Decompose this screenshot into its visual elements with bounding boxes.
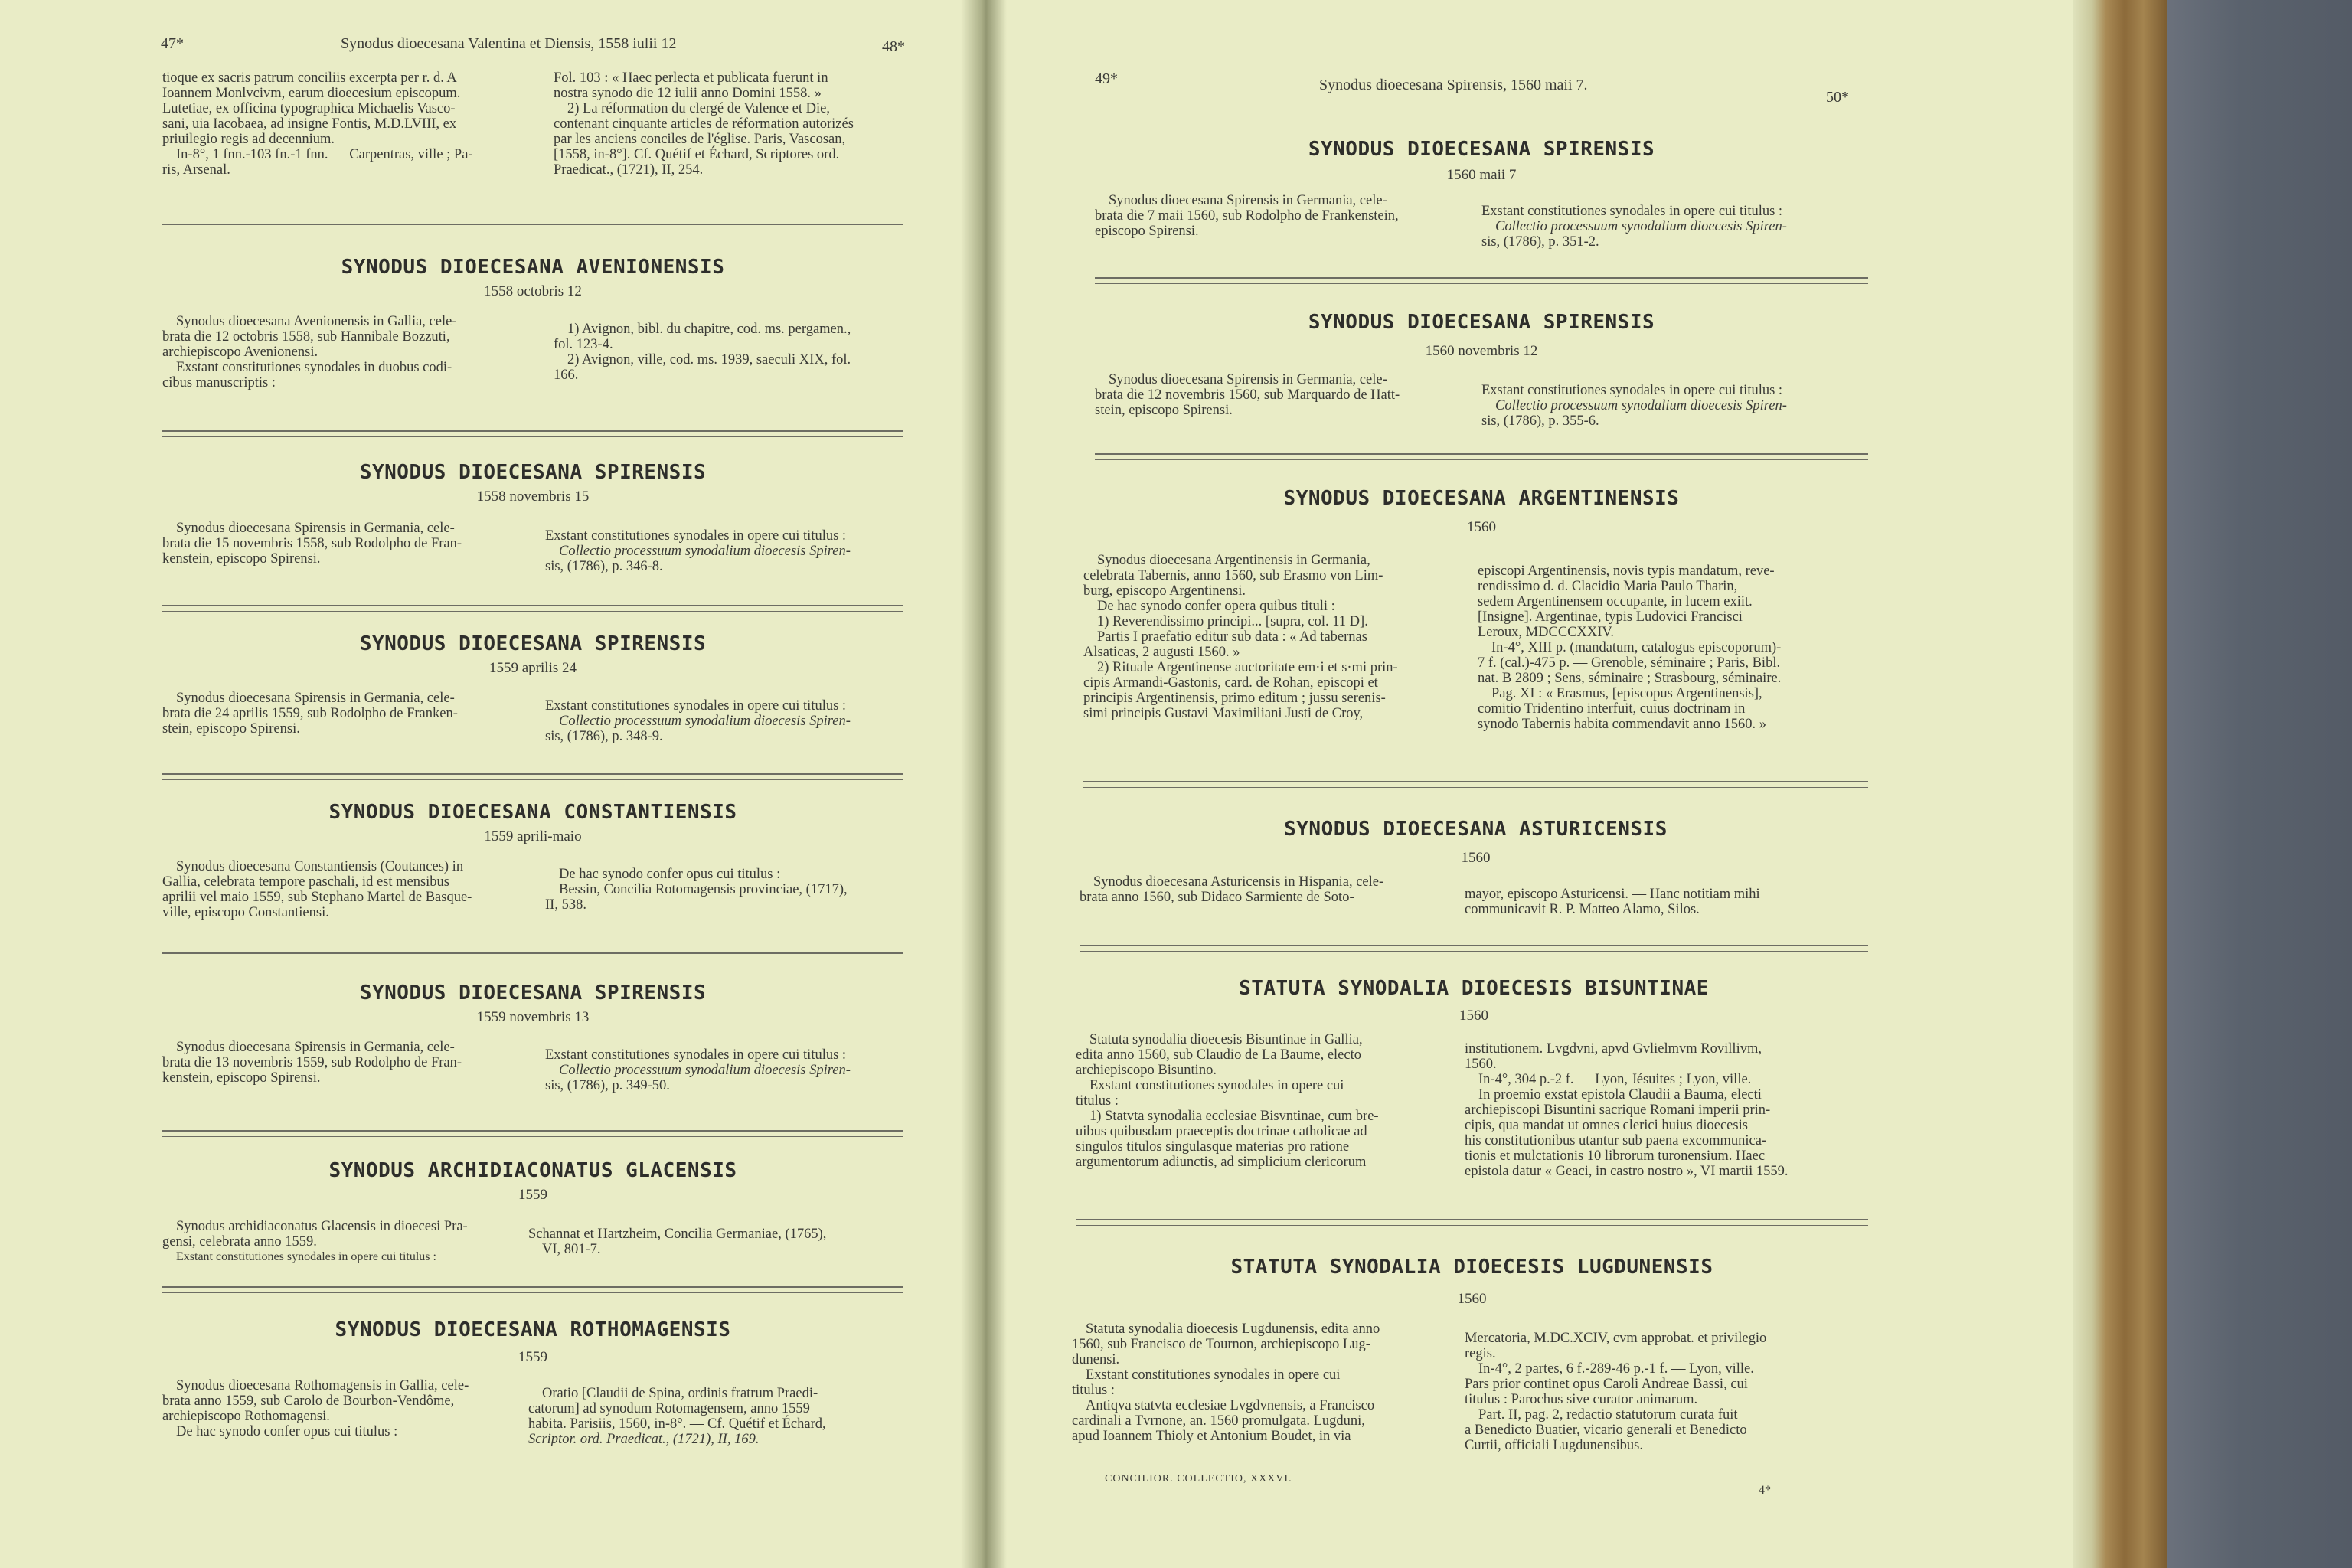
text-column <box>1095 193 1462 239</box>
text-line: sedem Argentinensem occupante, in lucem exiit. <box>1478 594 1753 609</box>
section-date: 1560 <box>1461 850 1491 866</box>
text-line: 2) Rituale Argentinense auctoritate em·i et s·mi prin- <box>1097 660 1398 675</box>
section-divider <box>162 224 903 230</box>
section-title: SYNODUS DIOECESANA ROTHOMAGENSIS <box>335 1318 731 1341</box>
text-column <box>162 691 528 737</box>
section-divider <box>162 605 903 612</box>
text-line: celebrata Tabernis, anno 1560, sub Erasmo von Lim- <box>1083 568 1383 583</box>
page-edges <box>2073 0 2167 1568</box>
text-column <box>162 1219 528 1265</box>
text-line: In-4°, 304 p.-2 f. — Lyon, Jésuites ; Lyon, ville. <box>1478 1072 1752 1087</box>
section-title: SYNODUS DIOECESANA SPIRENSIS <box>1308 138 1655 161</box>
text-line: Synodus dioecesana Spirensis in Germania, cele- <box>176 1040 455 1055</box>
text-line: nat. B 2809 ; Sens, séminaire ; Strasbourg, séminaire. <box>1478 671 1782 686</box>
text-line: sis, (1786), p. 349-50. <box>545 1078 670 1093</box>
text-line: brata die 24 aprilis 1559, sub Rodolpho de Franken- <box>162 706 458 721</box>
section-date: 1558 novembris 15 <box>476 488 590 505</box>
text-column <box>545 698 903 744</box>
text-line: Exstant constitutiones synodales in opere cui titulus : <box>176 1250 436 1263</box>
left-page <box>0 0 961 1568</box>
text-line: ville, episcopo Constantiensi. <box>162 905 329 920</box>
text-line: Statuta synodalia dioecesis Lugdunensis, edita anno <box>1086 1321 1380 1337</box>
text-line: habita. Parisiis, 1560, in-8°. — Cf. Quétif et Échard, <box>528 1416 826 1432</box>
section-divider <box>1083 781 1868 788</box>
text-line: simi principis Gustavi Maximiliani Justi de Croy, <box>1083 706 1364 721</box>
text-line: [Insigne]. Argentinae, typis Ludovici Francisci <box>1478 609 1743 625</box>
text-line: Collectio processuum synodalium dioecesis Spiren- <box>559 714 851 729</box>
text-line: In-4°, XIII p. (mandatum, catalogus episcoporum)- <box>1491 640 1782 655</box>
text-line: II, 538. <box>545 897 586 913</box>
text-line: sis, (1786), p. 351-2. <box>1481 234 1599 250</box>
text-column <box>528 1386 903 1447</box>
text-line: mayor, episcopo Asturicensi. — Hanc notitiam mihi <box>1465 887 1760 902</box>
text-line: 2) La réformation du clergé de Valence et Die, <box>567 101 830 116</box>
text-line: Pars prior continet opus Caroli Andreae Bassi, cui <box>1465 1377 1748 1392</box>
text-line: 166. <box>554 368 579 383</box>
text-line: stein, episcopo Spirensi. <box>162 721 300 737</box>
section-title: STATUTA SYNODALIA DIOECESIS BISUNTINAE <box>1239 977 1709 1000</box>
text-column <box>1478 564 1864 732</box>
text-column <box>1465 1331 1867 1453</box>
text-column <box>1072 1321 1459 1444</box>
text-line: singulos titulos singulasque materias pro ratione <box>1076 1139 1350 1155</box>
text-line: brata die 7 maii 1560, sub Rodolpho de Frankenstein, <box>1095 208 1399 224</box>
text-line: Antiqva statvta ecclesiae Lvgdvnensis, a Francisco <box>1086 1398 1375 1413</box>
text-line: tioque ex sacris patrum conciliis excerpta per r. d. A <box>162 70 457 86</box>
text-line: synodo Tabernis habita commendavit anno 1560. » <box>1478 717 1767 732</box>
text-line: Collectio processuum synodalium dioecesis Spiren- <box>1495 398 1787 413</box>
text-line: kenstein, episcopo Spirensi. <box>162 551 321 567</box>
running-head: Synodus dioecesana Valentina et Diensis, 1558 iulii 12 <box>341 35 677 52</box>
text-line: catorum] ad synodum Rotomagensem, anno 1559 <box>528 1401 810 1416</box>
text-line: Exstant constitutiones synodales in opere cui titulus : <box>545 698 847 714</box>
text-line: Synodus dioecesana Spirensis in Germania, cele- <box>176 521 455 536</box>
text-line: episcopo Spirensi. <box>1095 224 1199 239</box>
page-number: 47* <box>161 35 184 52</box>
text-line: sani, uia Iacobaea, ad insigne Fontis, M.D.LVIII, ex <box>162 116 457 132</box>
text-column <box>1481 383 1868 429</box>
text-line: Exstant constitutiones synodales in opere cui titulus : <box>1481 204 1783 219</box>
text-line: regis. <box>1465 1346 1496 1361</box>
text-line: 1560. <box>1465 1057 1497 1072</box>
text-line: archiepiscopo Avenionensi. <box>162 345 318 360</box>
text-line: Alsaticas, 2 augusti 1560. » <box>1083 645 1240 660</box>
text-line: burg, episcopo Argentinensi. <box>1083 583 1246 599</box>
section-date: 1559 <box>518 1349 547 1365</box>
text-line: principis Argentinensis, primo editum ; jussu serenis- <box>1083 691 1386 706</box>
section-title: SYNODUS DIOECESANA ASTURICENSIS <box>1284 818 1668 841</box>
text-line: titulus : Parochus sive curator animarum. <box>1465 1392 1698 1407</box>
text-column <box>545 528 903 574</box>
text-line: Pag. XI : « Erasmus, [episcopus Argentinensis], <box>1491 686 1762 701</box>
text-line: archiepiscopo Rothomagensi. <box>162 1409 330 1424</box>
text-line: cardinali a Tvrnone, an. 1560 promulgata. Lugduni, <box>1072 1413 1365 1429</box>
text-line: In-4°, 2 partes, 6 f.-289-46 p.-1 f. — Lyon, ville. <box>1478 1361 1754 1377</box>
text-line: stein, episcopo Spirensi. <box>1095 403 1233 418</box>
text-line: his constitutionibus utantur sub paena excommunica- <box>1465 1133 1767 1148</box>
text-line: brata die 13 novembris 1559, sub Rodolpho de Fran- <box>162 1055 462 1070</box>
text-column <box>1465 1041 1867 1179</box>
text-line: archiepiscopi Bisuntini sacrique Romani imperii prin- <box>1465 1102 1771 1118</box>
text-line: VI, 801-7. <box>542 1242 601 1257</box>
section-title: SYNODUS DIOECESANA SPIRENSIS <box>1308 311 1655 334</box>
text-line: Synodus archidiaconatus Glacensis in dioecesi Pra- <box>176 1219 468 1234</box>
text-line: Partis I praefatio editur sub data : « Ad tabernas <box>1097 629 1367 645</box>
text-line: dunensi. <box>1072 1352 1120 1367</box>
text-column <box>162 1378 528 1439</box>
text-line: sis, (1786), p. 346-8. <box>545 559 663 574</box>
section-title: SYNODUS DIOECESANA SPIRENSIS <box>359 982 707 1004</box>
text-line: Synodus dioecesana Asturicensis in Hispania, cele- <box>1093 874 1384 890</box>
text-column <box>554 70 903 178</box>
text-column <box>545 867 903 913</box>
text-column <box>162 859 528 920</box>
text-line: Synodus dioecesana Argentinensis in Germania, <box>1097 553 1370 568</box>
text-line: 7 f. (cal.)-475 p. — Grenoble, séminaire ; Paris, Bibl. <box>1478 655 1781 671</box>
section-divider <box>162 773 903 780</box>
text-line: Bessin, Concilia Rotomagensis provinciae, (1717), <box>559 882 848 897</box>
text-line: De hac synodo confer opus cui titulus : <box>559 867 781 882</box>
text-line: brata die 12 novembris 1560, sub Marquardo de Hatt- <box>1095 387 1400 403</box>
text-line: cibus manuscriptis : <box>162 375 276 390</box>
text-line: a Benedicto Buatier, vicario generali et Benedicto <box>1465 1423 1747 1438</box>
text-column <box>1465 887 1867 917</box>
text-line: priuilegio regis ad decennium. <box>162 132 335 147</box>
text-line: kenstein, episcopo Spirensi. <box>162 1070 321 1086</box>
text-line: Synodus dioecesana Spirensis in Germania, cele- <box>176 691 455 706</box>
text-line: uibus quibusdam praeceptis doctrinae catholicae ad <box>1076 1124 1367 1139</box>
section-divider <box>1080 945 1868 952</box>
section-date: 1560 <box>1467 519 1496 535</box>
text-line: Synodus dioecesana Avenionensis in Gallia, cele- <box>176 314 457 329</box>
section-date: 1560 <box>1459 1008 1488 1024</box>
text-line: titulus : <box>1072 1383 1116 1398</box>
section-title: STATUTA SYNODALIA DIOECESIS LUGDUNENSIS <box>1230 1256 1713 1279</box>
text-line: De hac synodo confer opus cui titulus : <box>176 1424 398 1439</box>
text-line: Scriptor. ord. Praedicat., (1721), II, 169. <box>528 1432 760 1447</box>
text-column <box>162 521 528 567</box>
section-title: SYNODUS DIOECESANA ARGENTINENSIS <box>1283 487 1680 510</box>
text-line: Praedicat., (1721), II, 254. <box>554 162 704 178</box>
text-line: brata die 12 octobris 1558, sub Hannibale Bozzuti, <box>162 329 450 345</box>
text-line: In proemio exstat epistola Claudii a Bauma, electi <box>1478 1087 1762 1102</box>
page-footer: CONCILIOR. COLLECTIO, XXXVI. <box>1105 1473 1292 1485</box>
text-line: Exstant constitutiones synodales in opere cui <box>1086 1367 1341 1383</box>
section-divider <box>1095 277 1868 284</box>
text-line: Gallia, celebrata tempore paschali, id est mensibus <box>162 874 450 890</box>
text-line: brata die 15 novembris 1558, sub Rodolpho de Fran- <box>162 536 462 551</box>
text-line: Curtii, officiali Lugdunensibus. <box>1465 1438 1643 1453</box>
text-line: tionis et mulctationis 10 librorum turonensium. Haec <box>1465 1148 1766 1164</box>
section-divider <box>1076 1219 1868 1226</box>
book-gutter <box>961 0 1007 1568</box>
text-line: Leroux, MDCCCXXIV. <box>1478 625 1614 640</box>
text-line: 1) Avignon, bibl. du chapitre, cod. ms. pergamen., <box>567 322 851 337</box>
text-line: Exstant constitutiones synodales in opere cui titulus : <box>545 528 847 544</box>
section-date: 1559 aprilis 24 <box>489 660 577 676</box>
text-line: Exstant constitutiones synodales in opere cui titulus : <box>1481 383 1783 398</box>
text-line: fol. 123-4. <box>554 337 613 352</box>
text-line: sis, (1786), p. 355-6. <box>1481 413 1599 429</box>
right-page <box>1007 0 2071 1568</box>
text-line: 2) Avignon, ville, cod. ms. 1939, saeculi XIX, fol. <box>567 352 851 368</box>
section-title: SYNODUS DIOECESANA AVENIONENSIS <box>341 256 725 279</box>
text-line: Exstant constitutiones synodales in opere cui titulus : <box>545 1047 847 1063</box>
section-title: SYNODUS DIOECESANA SPIRENSIS <box>359 632 707 655</box>
text-line: epistola datur « Geaci, in castro nostro », VI martii 1559. <box>1465 1164 1788 1179</box>
section-date: 1558 octobris 12 <box>484 283 582 299</box>
section-divider <box>1095 453 1868 460</box>
text-line: contenant cinquante articles de réformation autorizés <box>554 116 854 132</box>
text-line: Mercatoria, M.DC.XCIV, cvm approbat. et privilegio <box>1465 1331 1767 1346</box>
text-line: comitio Tridentino interfuit, cuius doctrinam in <box>1478 701 1746 717</box>
text-line: 1) Statvta synodalia ecclesiae Bisvntinae, cum bre- <box>1089 1109 1379 1124</box>
text-line: cipis Armandi-Gastonis, card. de Rohan, episcopi et <box>1083 675 1378 691</box>
text-line: ris, Arsenal. <box>162 162 230 178</box>
text-line: archiepiscopo Bisuntino. <box>1076 1063 1217 1078</box>
signature-mark: 4* <box>1759 1484 1771 1497</box>
text-line: Synodus dioecesana Spirensis in Germania, cele- <box>1109 193 1387 208</box>
text-line: Ioannem Monlvcivm, earum dioecesium episcopum. <box>162 86 461 101</box>
text-line: Schannat et Hartzheim, Concilia Germaniae, (1765), <box>528 1227 827 1242</box>
section-divider <box>162 430 903 437</box>
section-title: SYNODUS DIOECESANA CONSTANTIENSIS <box>328 801 737 824</box>
text-line: aprilii vel maio 1559, sub Stephano Martel de Basque- <box>162 890 472 905</box>
text-column <box>1080 874 1459 905</box>
text-line: Exstant constitutiones synodales in opere cui <box>1089 1078 1344 1093</box>
section-title: SYNODUS DIOECESANA SPIRENSIS <box>359 461 707 484</box>
text-line: cipis, qua mandat ut omnes clerici huius dioecesis <box>1465 1118 1748 1133</box>
text-column <box>528 1227 903 1257</box>
section-date: 1559 <box>518 1187 547 1203</box>
section-title: SYNODUS ARCHIDIACONATUS GLACENSIS <box>328 1159 737 1182</box>
text-line: communicavit R. P. Matteo Alamo, Silos. <box>1465 902 1700 917</box>
text-line: brata anno 1560, sub Didaco Sarmiente de Soto- <box>1080 890 1354 905</box>
text-line: [1558, in-8°]. Cf. Quétif et Échard, Scriptores ord. <box>554 147 840 162</box>
text-line: apud Ioannem Thioly et Antonium Boudet, in via <box>1072 1429 1351 1444</box>
text-column <box>162 1040 528 1086</box>
text-line: argumentorum adiunctis, ad simplicium clericorum <box>1076 1155 1367 1170</box>
page-number: 50* <box>1826 89 1849 106</box>
text-line: Exstant constitutiones synodales in duobus codi- <box>176 360 452 375</box>
section-date: 1559 aprili-maio <box>484 828 582 844</box>
text-line: De hac synodo confer opera quibus tituli : <box>1097 599 1335 614</box>
text-line: brata anno 1559, sub Carolo de Bourbon-Vendôme, <box>162 1393 455 1409</box>
text-column <box>545 1047 903 1093</box>
text-line: Synodus dioecesana Rothomagensis in Gallia, cele- <box>176 1378 469 1393</box>
text-line: 1) Reverendissimo principi... [supra, col. 11 D]. <box>1097 614 1368 629</box>
text-line: episcopi Argentinensis, novis typis mandatum, reve- <box>1478 564 1775 579</box>
text-column <box>1083 553 1459 721</box>
section-divider <box>162 1130 903 1137</box>
text-line: Collectio processuum synodalium dioecesis Spiren- <box>1495 219 1787 234</box>
text-column <box>162 70 528 178</box>
text-line: gensi, celebrata anno 1559. <box>162 1234 317 1250</box>
text-column <box>554 322 903 383</box>
text-line: rendissimo d. d. Clacidio Maria Paulo Tharin, <box>1478 579 1738 594</box>
text-line: sis, (1786), p. 348-9. <box>545 729 663 744</box>
text-line: nostra synodo die 12 iulii anno Domini 1558. » <box>554 86 822 101</box>
running-head: Synodus dioecesana Spirensis, 1560 maii 7. <box>1319 77 1588 93</box>
text-line: Fol. 103 : « Haec perlecta et publicata fuerunt in <box>554 70 828 86</box>
text-line: Statuta synodalia dioecesis Bisuntinae in Gallia, <box>1089 1032 1363 1047</box>
page-number: 49* <box>1095 70 1118 87</box>
text-line: 1560, sub Francisco de Tournon, archiepiscopo Lug- <box>1072 1337 1370 1352</box>
section-date: 1560 <box>1457 1291 1487 1307</box>
text-line: Collectio processuum synodalium dioecesis Spiren- <box>559 1063 851 1078</box>
background-surface <box>2167 0 2352 1568</box>
text-column <box>1076 1032 1459 1170</box>
text-column <box>1481 204 1868 250</box>
text-line: edita anno 1560, sub Claudio de La Baume, electo <box>1076 1047 1361 1063</box>
section-date: 1560 novembris 12 <box>1425 343 1538 359</box>
section-date: 1559 novembris 13 <box>476 1009 590 1025</box>
section-divider <box>162 952 903 959</box>
section-date: 1560 maii 7 <box>1446 167 1517 183</box>
text-column <box>162 314 528 390</box>
text-line: Synodus dioecesana Constantiensis (Coutances) in <box>176 859 464 874</box>
text-line: Part. II, pag. 2, redactio statutorum curata fuit <box>1478 1407 1738 1423</box>
text-line: In-8°, 1 fnn.-103 fn.-1 fnn. — Carpentras, ville ; Pa- <box>176 147 473 162</box>
text-line: Oratio [Claudii de Spina, ordinis fratrum Praedi- <box>542 1386 818 1401</box>
text-column <box>1095 372 1462 418</box>
text-line: Synodus dioecesana Spirensis in Germania, cele- <box>1109 372 1387 387</box>
text-line: Lutetiae, ex officina typographica Michaelis Vasco- <box>162 101 456 116</box>
text-line: titulus : <box>1076 1093 1119 1109</box>
section-divider <box>162 1286 903 1293</box>
text-line: Collectio processuum synodalium dioecesis Spiren- <box>559 544 851 559</box>
text-line: institutionem. Lvgdvni, apvd Gvlielmvm Rovillivm, <box>1465 1041 1762 1057</box>
text-line: par les anciens conciles de l'église. Paris, Vascosan, <box>554 132 846 147</box>
page-number: 48* <box>882 38 905 55</box>
